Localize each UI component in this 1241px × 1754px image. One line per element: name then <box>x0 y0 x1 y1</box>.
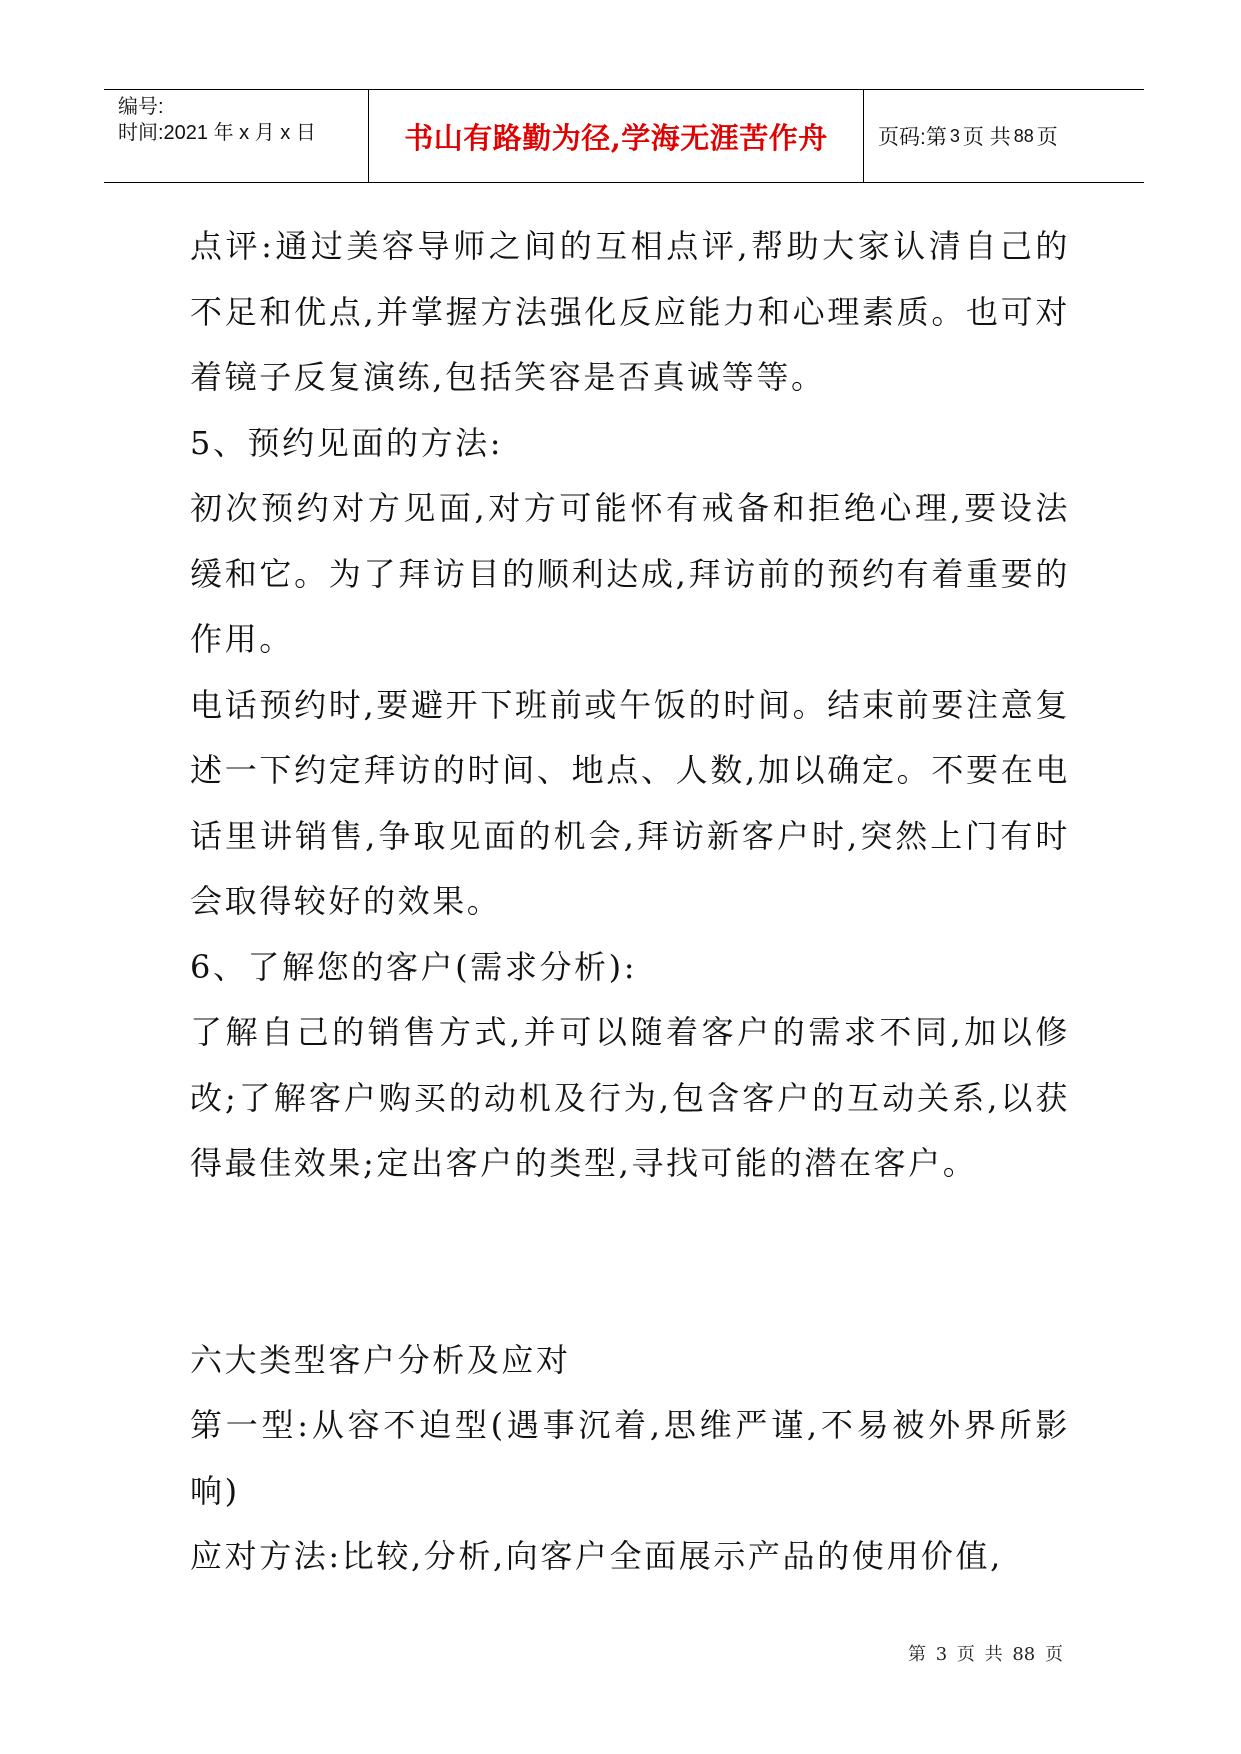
section-spacer <box>190 1197 1070 1328</box>
page-current: 3 <box>949 125 960 146</box>
page-total: 88 <box>1013 125 1034 146</box>
paragraph-type-one-method: 应对方法:比较,分析,向客户全面展示产品的使用价值, <box>190 1537 1003 1575</box>
document-time-label: 时间:2021 年 x 月 x 日 <box>118 122 316 144</box>
page-prefix: 页码:第 <box>878 126 947 149</box>
header-meta <box>104 90 369 182</box>
page-mid: 页 共 <box>962 126 1011 149</box>
heading-know-customer: 6、了解您的客户(需求分析): <box>190 947 638 986</box>
header-motto-cell <box>369 90 864 182</box>
paragraph-type-one: 第一型:从容不迫型(遇事沉着,思维严谨,不易被外界所影响) <box>190 1406 1070 1510</box>
page-footer: 第 3 页 共 88 页 <box>908 1644 1063 1665</box>
paragraph-review: 点评:通过美容导师之间的互相点评,帮助大家认清自己的不足和优点,并掌握方法强化反应能力和心理素质。也可对着镜子反复演练,包括笑容是否真诚等等。 <box>190 227 1070 396</box>
paragraph-know-customer: 了解自己的销售方式,并可以随着客户的需求不同,加以修改;了解客户购买的动机及行为,包含客户的互动关系,以获得最佳效果;定出客户的类型,寻找可能的潜在客户。 <box>190 1013 1070 1182</box>
header-page-info <box>864 90 1144 182</box>
page-header <box>104 89 1144 183</box>
heading-appointment-method: 5、预约见面的方法: <box>190 423 504 462</box>
heading-six-types: 六大类型客户分析及应对 <box>190 1340 571 1379</box>
document-body <box>190 214 1070 1590</box>
paragraph-first-appointment: 初次预约对方见面,对方可能怀有戒备和拒绝心理,要设法缓和它。为了拜访目的顺利达成,拜访前的预约有着重要的作用。 <box>190 489 1070 658</box>
paragraph-phone-appointment: 电话预约时,要避开下班前或午饭的时间。结束前要注意复述一下约定拜访的时间、地点、人数,加以确定。不要在电话里讲销售,争取见面的机会,拜访新客户时,突然上门有时会取得较好的效果。 <box>190 685 1070 920</box>
document-number-label: 编号: <box>118 96 164 118</box>
page-suffix: 页 <box>1036 126 1058 149</box>
header-motto: 书山有路勤为径,学海无涯苦作舟 <box>404 120 828 155</box>
